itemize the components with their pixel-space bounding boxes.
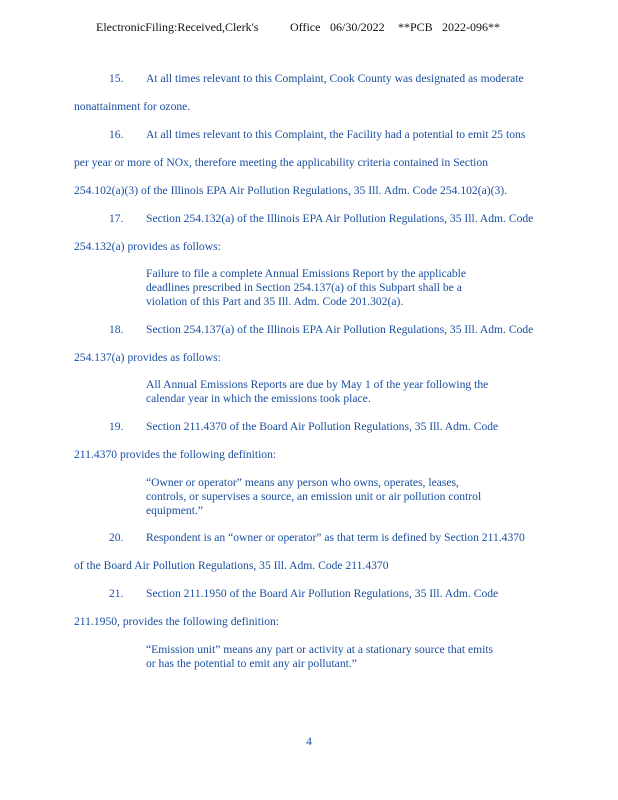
paragraph-line: 254.137(a) provides as follows: <box>74 351 221 364</box>
paragraph-number: 20. <box>109 531 124 544</box>
page-number: 4 <box>306 735 312 748</box>
block-quote-line: deadlines prescribed in Section 254.137(a) of this Subpart shall be a <box>146 281 462 294</box>
paragraph-line: 211.4370 provides the following definition: <box>74 448 277 461</box>
block-quote-line: violation of this Part and 35 Ill. Adm. Code 201.302(a). <box>146 295 404 308</box>
paragraph-line: Respondent is an “owner or operator” as that term is defined by Section 211.4370 <box>146 531 525 544</box>
paragraph-number: 16. <box>109 128 124 141</box>
filing-stamp: ElectronicFiling:Received,Clerk's <box>96 20 259 34</box>
block-quote-line: Failure to file a complete Annual Emissions Report by the applicable <box>146 267 467 280</box>
paragraph-line: 254.132(a) provides as follows: <box>74 240 221 253</box>
paragraph-number: 21. <box>109 587 124 600</box>
paragraph-line: At all times relevant to this Complaint, Cook County was designated as moderate <box>146 72 524 85</box>
block-quote-line: calendar year in which the emissions took place. <box>146 392 371 405</box>
block-quote-line: equipment.” <box>146 504 203 517</box>
paragraph-line: Section 211.4370 of the Board Air Pollution Regulations, 35 Ill. Adm. Code <box>146 420 499 433</box>
paragraph-number: 18. <box>109 323 124 336</box>
filing-office: Office <box>290 20 321 34</box>
block-quote-line: “Emission unit” means any part or activity at a stationary source that emits <box>146 643 494 656</box>
paragraph-line: 211.1950, provides the following definition: <box>74 615 280 628</box>
filing-header <box>0 20 618 36</box>
paragraph-number: 15. <box>109 72 124 85</box>
paragraph-line: Section 254.137(a) of the Illinois EPA Air Pollution Regulations, 35 Ill. Adm. Code <box>146 323 534 336</box>
filing-case: **PCB <box>398 20 433 34</box>
paragraph-number: 17. <box>109 212 124 225</box>
paragraph-line: Section 211.1950 of the Board Air Pollution Regulations, 35 Ill. Adm. Code <box>146 587 499 600</box>
paragraph-line: nonattainment for ozone. <box>74 100 191 113</box>
paragraph-line: 254.102(a)(3) of the Illinois EPA Air Pollution Regulations, 35 Ill. Adm. Code 254.102(a)(3). <box>74 184 508 197</box>
paragraph-line: of the Board Air Pollution Regulations, 35 Ill. Adm. Code 211.4370 <box>74 559 389 572</box>
filing-docket: 2022-096** <box>442 20 500 34</box>
paragraph-line: Section 254.132(a) of the Illinois EPA Air Pollution Regulations, 35 Ill. Adm. Code <box>146 212 534 225</box>
filing-date: 06/30/2022 <box>330 20 385 34</box>
paragraph-line: per year or more of NOx, therefore meeting the applicability criteria contained in Section <box>74 156 488 169</box>
block-quote-line: All Annual Emissions Reports are due by May 1 of the year following the <box>146 378 489 391</box>
paragraph-line: At all times relevant to this Complaint, the Facility had a potential to emit 25 tons <box>146 128 526 141</box>
block-quote-line: or has the potential to emit any air pollutant.” <box>146 657 357 670</box>
paragraph-number: 19. <box>109 420 124 433</box>
block-quote-line: “Owner or operator” means any person who owns, operates, leases, <box>146 476 459 489</box>
block-quote-line: controls, or supervises a source, an emission unit or air pollution control <box>146 490 482 503</box>
